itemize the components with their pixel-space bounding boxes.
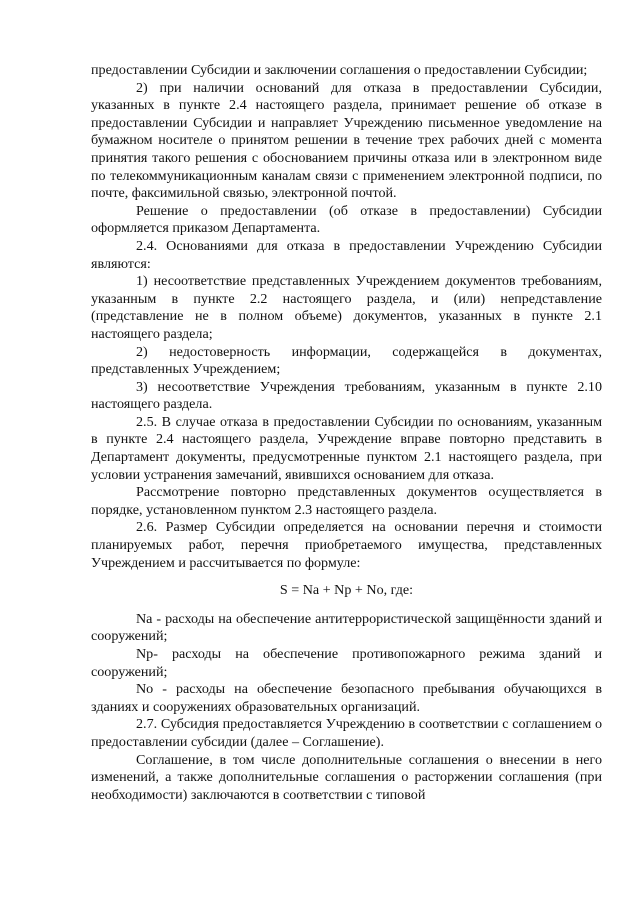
paragraph-3: Решение о предоставлении (об отказе в предоставлении) Субсидии оформляется приказом Департамента. <box>91 202 602 237</box>
paragraph-2: 2) при наличии оснований для отказа в предоставлении Субсидии, указанных в пункте 2.4 настоящего раздела, принимает решение об отказе в предоставлении Субсидии и направляет Учреждению письменное уведомление на бумажном носителе о принятом решении в течение трех рабочих дней с момента принятия такого решения с обоснованием причины отказа или в электронном виде по телекоммуникационным каналам связи с применением электронной подписи, по почте, факсимильной связью, электронной почтой. <box>91 79 602 202</box>
document-page <box>91 62 602 804</box>
formula: S = Na + Np + No, где: <box>279 582 414 599</box>
paragraph-12: Соглашение, в том числе дополнительные соглашения о внесении в него изменений, а также дополнительные соглашения о расторжении соглашения (при необходимости) заключаются в соответствии с типовой <box>91 751 602 803</box>
paragraph-8: 2.5. В случае отказа в предоставлении Субсидии по основаниям, указанным в пункте 2.4 настоящего раздела, Учреждение вправе повторно представить в Департамент документы, предусмотренные пунктом 2.1 настоящего раздела, при условии устранения замечаний, явившихся основанием для отказа. <box>91 413 602 483</box>
definition-no: No - расходы на обеспечение безопасного пребывания обучающихся в зданиях и сооружениях образовательных организаций. <box>91 681 602 715</box>
paragraph-1: предоставлении Субсидии и заключении соглашения о предоставлении Субсидии; <box>91 62 588 78</box>
paragraph-4: 2.4. Основаниями для отказа в предоставлении Учреждению Субсидии являются: <box>91 237 602 272</box>
paragraph-9: Рассмотрение повторно представленных документов осуществляется в порядке, установленном пунктом 2.3 настоящего раздела. <box>91 484 602 518</box>
paragraph-10: 2.6. Размер Субсидии определяется на основании перечня и стоимости планируемых работ, перечня приобретаемого имущества, представленных Учреждением и рассчитывается по формуле: <box>91 519 602 571</box>
paragraph-6: 2) недостоверность информации, содержащейся в документах, представленных Учреждением; <box>91 343 602 378</box>
definition-na: Na - расходы на обеспечение антитеррористической защищённости зданий и сооружений; <box>91 610 602 645</box>
paragraph-11: 2.7. Субсидия предоставляется Учреждению в соответствии с соглашением о предоставлении субсидии (далее – Соглашение). <box>91 716 602 750</box>
paragraph-7: 3) несоответствие Учреждения требованиям, указанным в пункте 2.10 настоящего раздела. <box>91 378 602 413</box>
definition-np: Np- расходы на обеспечение противопожарного режима зданий и сооружений; <box>91 646 602 680</box>
paragraph-5: 1) несоответствие представленных Учреждением документов требованиям, указанным в пункте 2.2 настоящего раздела, и (или) непредставление (представление не в полном объеме) документов, указанных в пункте 2.1 настоящего раздела; <box>91 273 602 342</box>
